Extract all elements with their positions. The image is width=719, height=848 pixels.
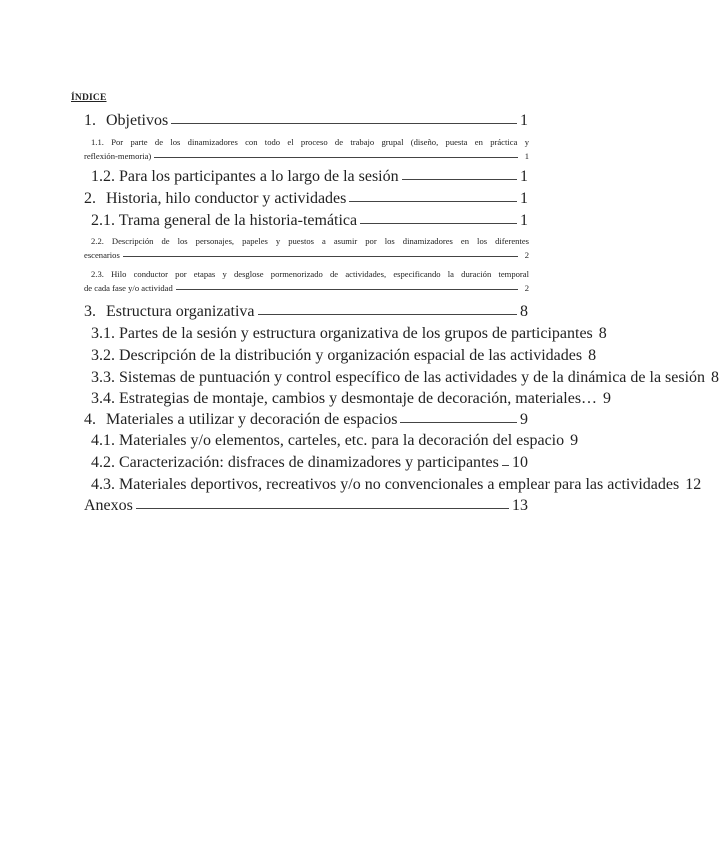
toc-entry-page: 2 <box>524 250 529 260</box>
toc-entry-text: 3.2. Descripción de la distribución y organización espacial de las actividades <box>91 347 583 364</box>
toc-entry-text: 4.1. Materiales y/o elementos, carteles, etc. para la decoración del espacio <box>91 432 565 449</box>
toc-entry-page: 12 <box>685 476 702 493</box>
toc-entry-text: 1.2. Para los participantes a lo largo de la sesión <box>91 168 399 185</box>
toc-entry-page: 13 <box>512 497 528 514</box>
toc-entry-page: 8 <box>598 325 607 342</box>
toc-entry-text: Objetivos <box>106 112 169 129</box>
dotted-leader <box>402 170 517 180</box>
toc-entry-anexos[interactable] <box>84 497 528 515</box>
toc-entry-text-line1: 1.1. Por parte de los dinamizadores con todo el proceso de trabajo grupal (diseño, puesta en práctica y <box>91 137 529 147</box>
toc-entry-text: Estructura organizativa <box>106 303 255 320</box>
toc-entry-page: 10 <box>512 454 528 471</box>
dotted-leader <box>360 214 517 224</box>
toc-entry-3-4[interactable] <box>91 390 612 408</box>
toc-entry-text: Anexos <box>84 497 133 514</box>
toc-entry-text-line2: reflexión-memoria) <box>84 151 152 161</box>
toc-entry-2-1[interactable] <box>91 212 528 230</box>
toc-entry-1-2[interactable] <box>91 168 528 186</box>
toc-title: ÍNDICE <box>71 93 107 103</box>
toc-entry-text-line1: 2.3. Hilo conductor por etapas y desglose pormenorizado de actividades, especificando la duración temporal <box>91 269 529 279</box>
toc-entry-text: 4.2. Caracterización: disfraces de dinamizadores y participantes <box>91 454 499 471</box>
toc-entry-page: 1 <box>520 212 528 229</box>
dotted-leader <box>123 247 518 257</box>
toc-entry-page: 9 <box>570 432 579 449</box>
toc-entry-text-line1: 2.2. Descripción de los personajes, papeles y puestos a asumir por los dinamizadores en los diferentes <box>91 236 529 246</box>
toc-entry-page: 8 <box>588 347 597 364</box>
toc-entry-page: 2 <box>524 283 529 293</box>
toc-entry-3[interactable] <box>84 303 528 321</box>
dotted-leader <box>136 499 509 509</box>
dotted-leader <box>171 114 517 124</box>
dotted-leader <box>502 456 509 466</box>
dotted-leader <box>258 305 517 315</box>
toc-entry-text: 4.3. Materiales deportivos, recreativos y/o no convencionales a emplear para las actividades <box>91 476 680 493</box>
toc-entry-page: 9 <box>603 390 612 407</box>
toc-entry-number: 2. <box>84 190 96 207</box>
toc-entry-page: 8 <box>520 303 528 320</box>
dotted-leader <box>154 148 518 158</box>
dotted-leader <box>176 280 518 290</box>
toc-entry-text: 3.4. Estrategias de montaje, cambios y desmontaje de decoración, materiales… <box>91 390 598 407</box>
toc-entry-page: 1 <box>524 151 529 161</box>
toc-entry-1[interactable] <box>84 112 528 130</box>
toc-entry-text: 2.1. Trama general de la historia-temática <box>91 212 358 229</box>
dotted-leader <box>349 192 517 202</box>
toc-entry-text: Materiales a utilizar y decoración de espacios <box>106 411 398 428</box>
toc-entry-3-3[interactable] <box>91 369 719 387</box>
toc-entry-4-1[interactable] <box>91 432 579 450</box>
toc-entry-3-2[interactable] <box>91 347 597 365</box>
toc-entry-text-line2: escenarios <box>84 250 120 260</box>
toc-entry-page: 9 <box>520 411 528 428</box>
toc-entry-4[interactable] <box>84 411 528 429</box>
toc-entry-text: Historia, hilo conductor y actividades <box>106 190 347 207</box>
toc-entry-3-1[interactable] <box>91 325 607 343</box>
toc-entry-text-line2: de cada fase y/o actividad <box>84 283 173 293</box>
dotted-leader <box>400 413 517 423</box>
toc-entry-page: 1 <box>520 190 528 207</box>
toc-entry-page: 1 <box>520 112 528 129</box>
toc-entry-2[interactable] <box>84 190 528 208</box>
toc-entry-page: 8 <box>711 369 719 386</box>
toc-entry-page: 1 <box>520 168 528 185</box>
toc-entry-number: 1. <box>84 112 96 129</box>
toc-entry-text: 3.1. Partes de la sesión y estructura organizativa de los grupos de participantes <box>91 325 593 342</box>
toc-entry-4-2[interactable] <box>91 454 528 472</box>
toc-entry-4-3[interactable] <box>91 476 702 494</box>
toc-entry-number: 3. <box>84 303 96 320</box>
toc-entry-text: 3.3. Sistemas de puntuación y control específico de las actividades y de la dinámica de la sesión <box>91 369 706 386</box>
toc-entry-number: 4. <box>84 411 96 428</box>
